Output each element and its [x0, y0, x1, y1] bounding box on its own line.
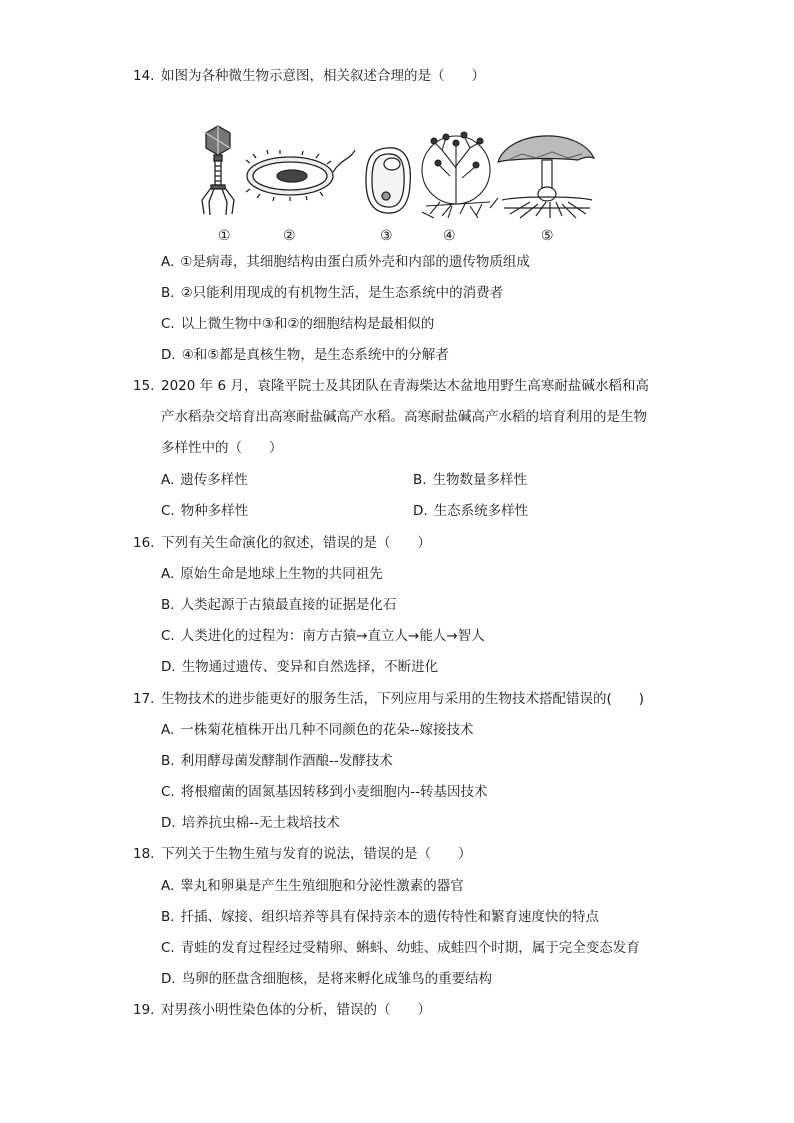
- option-letter: D.: [161, 659, 176, 675]
- option-letter: C.: [161, 784, 175, 800]
- question-number: 15.: [133, 378, 155, 394]
- option-letter: A.: [161, 254, 175, 270]
- yeast-illustration: [366, 148, 410, 213]
- option-d: [161, 813, 340, 833]
- virus-illustration: [202, 126, 234, 215]
- question-number: 18.: [133, 846, 155, 862]
- question-stem: 如图为各种微生物示意图，相关叙述合理的是（ ）: [161, 68, 485, 84]
- option-b: [161, 751, 393, 771]
- option-a: [161, 876, 464, 896]
- option-text: 将根瘤菌的固氮基因转移到小麦细胞内--转基因技术: [180, 784, 488, 800]
- option-text: 青蛙的发育过程经过受精卵、蝌蚪、幼蛙、成蛙四个时期，属于完全变态发育: [180, 940, 640, 956]
- option-text: ①是病毒，其细胞结构由蛋白质外壳和内部的遗传物质组成: [180, 254, 530, 270]
- figure-label: ④: [443, 228, 456, 244]
- option-letter: B.: [161, 597, 175, 613]
- option-a: [161, 564, 383, 584]
- option-text: 生态系统多样性: [433, 503, 529, 519]
- option-d: [161, 969, 492, 989]
- option-d: [161, 657, 438, 677]
- option-text: 培养抗虫棉--无土栽培技术: [181, 815, 340, 831]
- option-letter: D.: [161, 347, 176, 363]
- question-stem: 多样性中的（ ）: [161, 440, 283, 456]
- option-letter: A.: [161, 566, 175, 582]
- option-c: [161, 626, 485, 646]
- option-text: 物种多样性: [180, 503, 249, 519]
- option-text: 睾丸和卵巢是产生生殖细胞和分泌性激素的器官: [180, 878, 464, 894]
- figure-label: ⑤: [541, 228, 554, 244]
- option-text: 扦插、嫁接、组织培养等具有保持亲本的遗传特性和繁育速度快的特点: [180, 909, 600, 925]
- question-number: 19.: [133, 1002, 155, 1018]
- mushroom-illustration: [498, 136, 594, 218]
- microorganism-figure: [190, 118, 600, 248]
- option-text: 利用酵母菌发酵制作酒酿--发酵技术: [180, 753, 393, 769]
- figure-label: ①: [218, 228, 231, 244]
- question-stem: 生物技术的进步能更好的服务生活，下列应用与采用的生物技术搭配错误的( ): [161, 691, 645, 707]
- question-number: 17.: [133, 691, 155, 707]
- option-letter: C.: [161, 503, 175, 519]
- option-text: 一株菊花植株开出几种不同颜色的花朵--嫁接技术: [180, 722, 474, 738]
- option-a: [161, 720, 474, 740]
- option-b: [161, 907, 599, 927]
- question-number: 16.: [133, 535, 155, 551]
- option-c: [161, 782, 487, 802]
- bacterium-illustration: [246, 150, 355, 201]
- question-stem: 对男孩小明性染色体的分析，错误的（ ）: [161, 1002, 431, 1018]
- option-a: [161, 470, 248, 490]
- question-stem: 下列关于生物生殖与发育的说法，错误的是（ ）: [161, 846, 472, 862]
- option-text: 鸟卵的胚盘含细胞核，是将来孵化成雏鸟的重要结构: [181, 971, 493, 987]
- option-letter: B.: [413, 472, 427, 488]
- option-letter: A.: [161, 722, 175, 738]
- option-letter: C.: [161, 316, 175, 332]
- option-letter: A.: [161, 472, 175, 488]
- option-text: 以上微生物中③和②的细胞结构是最相似的: [180, 316, 435, 332]
- question-stem: 2020 年 6 月，袁隆平院士及其团队在青海柴达木盆地用野生高寒耐盐碱水稻和高: [161, 378, 649, 394]
- option-text: ④和⑤都是真核生物，是生态系统中的分解者: [181, 347, 449, 363]
- option-b: [413, 470, 527, 490]
- option-text: 生物数量多样性: [432, 472, 528, 488]
- option-letter: B.: [161, 909, 175, 925]
- option-text: 原始生命是地球上生物的共同祖先: [180, 566, 383, 582]
- question-stem: 产水稻杂交培育出高寒耐盐碱高产水稻。高寒耐盐碱高产水稻的培育利用的是生物: [161, 409, 647, 425]
- option-c: [161, 314, 434, 334]
- figure-label: ②: [283, 228, 296, 244]
- option-d: [413, 501, 528, 521]
- option-c: [161, 938, 640, 958]
- option-b: [161, 595, 397, 615]
- option-letter: D.: [413, 503, 428, 519]
- mold-illustration: [422, 132, 498, 218]
- question-number: 14.: [133, 68, 155, 84]
- option-d: [161, 345, 449, 365]
- option-text: 人类进化的过程为：南方古猿→直立人→能人→智人: [180, 628, 485, 644]
- option-text: 遗传多样性: [180, 472, 248, 488]
- option-a: [161, 252, 530, 272]
- option-b: [161, 283, 503, 303]
- option-letter: B.: [161, 753, 175, 769]
- question-stem: 下列有关生命演化的叙述，错误的是（ ）: [161, 535, 431, 551]
- option-c: [161, 501, 248, 521]
- option-letter: D.: [161, 815, 176, 831]
- option-text: ②只能利用现成的有机物生活，是生态系统中的消费者: [180, 285, 504, 301]
- option-text: 生物通过遗传、变异和自然选择，不断进化: [181, 659, 439, 675]
- option-letter: C.: [161, 628, 175, 644]
- option-letter: B.: [161, 285, 175, 301]
- option-letter: D.: [161, 971, 176, 987]
- option-letter: A.: [161, 878, 175, 894]
- figure-label: ③: [380, 228, 393, 244]
- option-text: 人类起源于古猿最直接的证据是化石: [180, 597, 397, 613]
- option-letter: C.: [161, 940, 175, 956]
